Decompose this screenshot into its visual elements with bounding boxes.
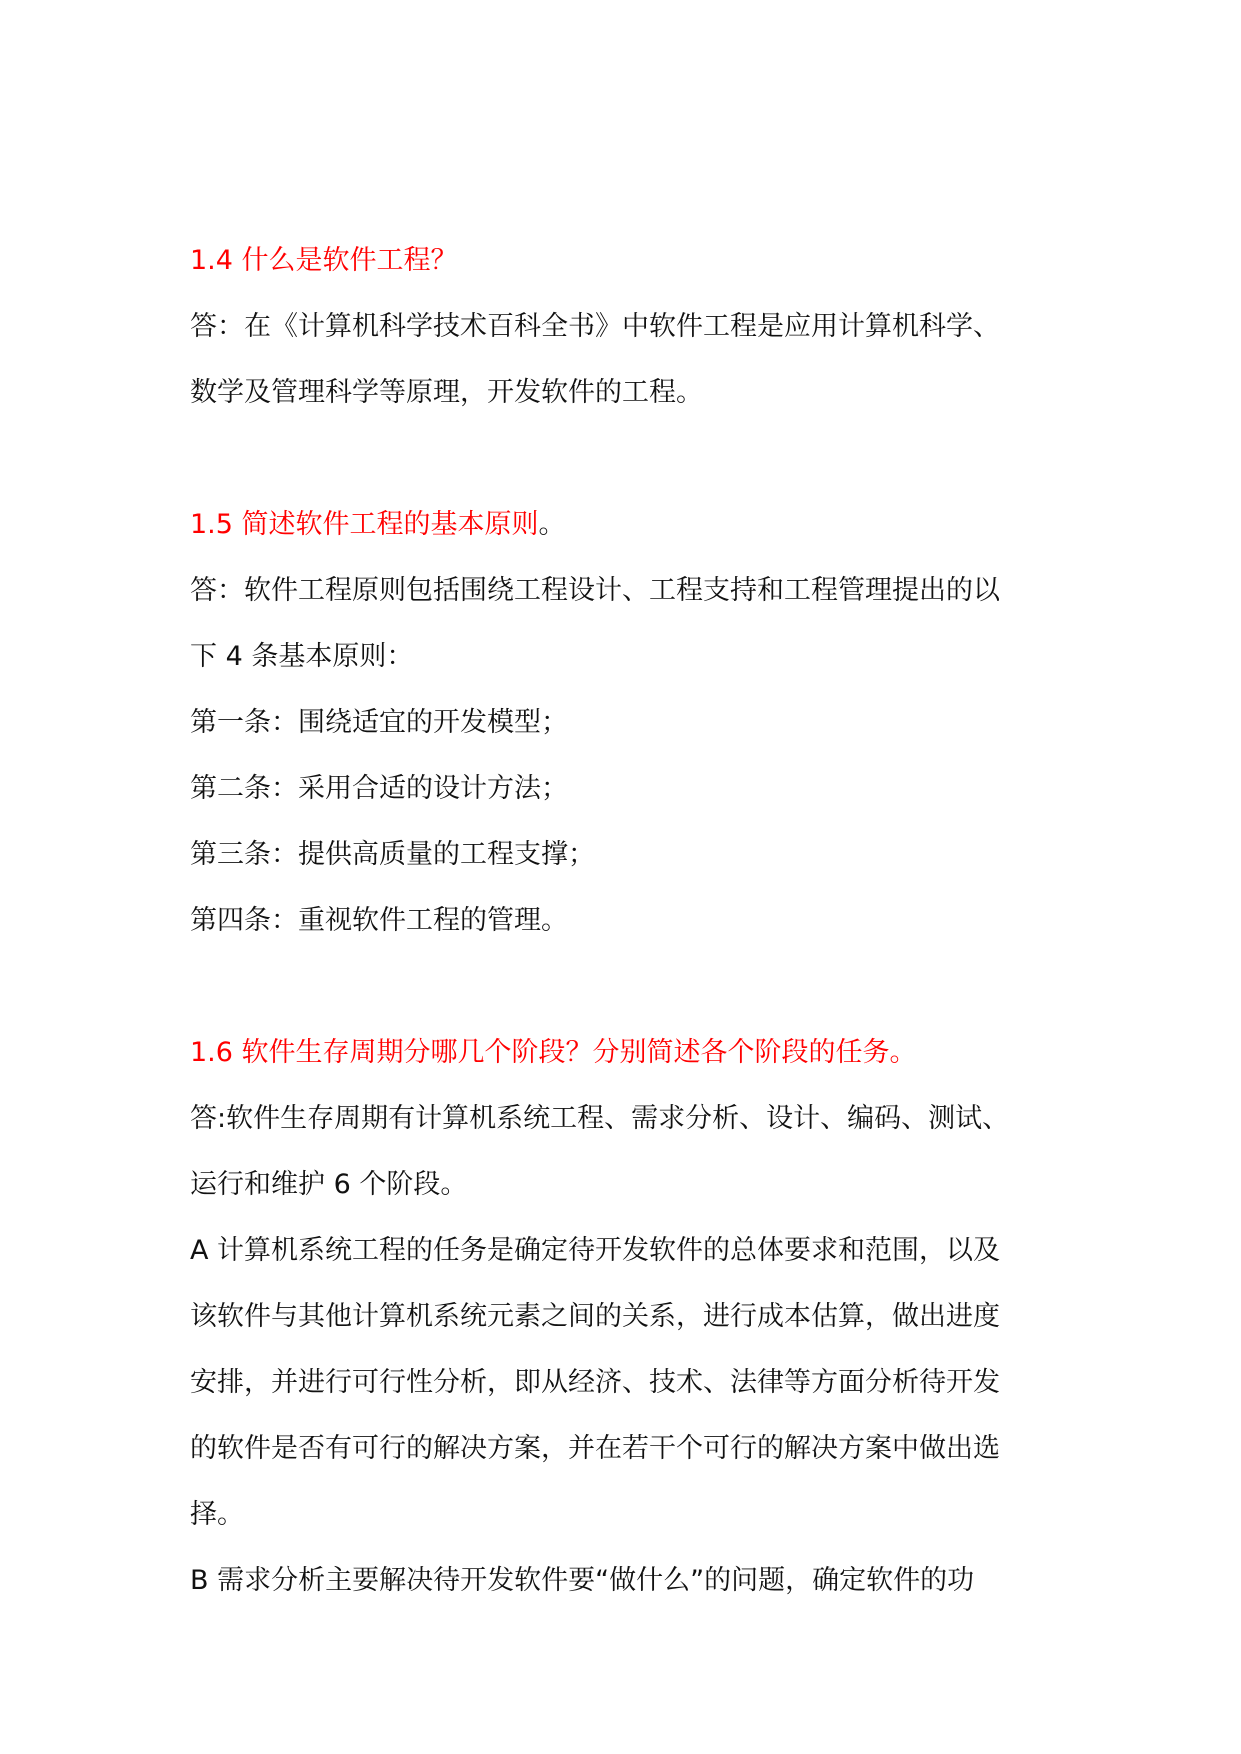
question-1-4-heading: 1.4 什么是软件工程？ bbox=[190, 245, 458, 276]
principle-1: 第一条：围绕适宜的开发模型； bbox=[190, 707, 568, 738]
document-page bbox=[190, 228, 1070, 1614]
question-1-5-title: 1.5 简述软件工程的基本原则 bbox=[190, 509, 539, 540]
principle-4: 第四条：重视软件工程的管理。 bbox=[190, 905, 568, 936]
answer-1-6-line-5: 安排，并进行可行性分析，即从经济、技术、法律等方面分析待开发 bbox=[190, 1367, 1000, 1398]
principle-2: 第二条：采用合适的设计方法； bbox=[190, 773, 568, 804]
answer-1-5-line-2: 下 4 条基本原则： bbox=[190, 641, 414, 672]
answer-1-6-line-3: A 计算机系统工程的任务是确定待开发软件的总体要求和范围，以及 bbox=[190, 1235, 1001, 1266]
answer-1-4-line-2: 数学及管理科学等原理，开发软件的工程。 bbox=[190, 377, 703, 408]
answer-1-6-line-2: 运行和维护 6 个阶段。 bbox=[190, 1169, 468, 1200]
principle-3: 第三条：提供高质量的工程支撑； bbox=[190, 839, 595, 870]
section-spacer bbox=[190, 426, 1070, 492]
answer-1-6-line-8: B 需求分析主要解决待开发软件要“做什么”的问题，确定软件的功 bbox=[190, 1565, 975, 1596]
answer-1-6-line-4: 该软件与其他计算机系统元素之间的关系，进行成本估算，做出进度 bbox=[190, 1301, 1000, 1332]
section-spacer bbox=[190, 954, 1070, 1020]
question-1-6-heading: 1.6 软件生存周期分哪几个阶段？分别简述各个阶段的任务。 bbox=[190, 1037, 917, 1068]
question-1-5-title-punctuation: 。 bbox=[538, 509, 566, 540]
answer-1-6-line-6: 的软件是否有可行的解决方案，并在若干个可行的解决方案中做出选 bbox=[190, 1433, 1000, 1464]
answer-1-6-line-7: 择。 bbox=[190, 1499, 244, 1530]
answer-1-4-line-1: 答：在《计算机科学技术百科全书》中软件工程是应用计算机科学、 bbox=[190, 311, 1000, 342]
answer-1-5-line-1: 答：软件工程原则包括围绕工程设计、工程支持和工程管理提出的以 bbox=[190, 575, 1000, 606]
question-1-5-heading bbox=[190, 492, 1070, 558]
answer-1-6-line-1: 答:软件生存周期有计算机系统工程、需求分析、设计、编码、测试、 bbox=[190, 1103, 1010, 1134]
